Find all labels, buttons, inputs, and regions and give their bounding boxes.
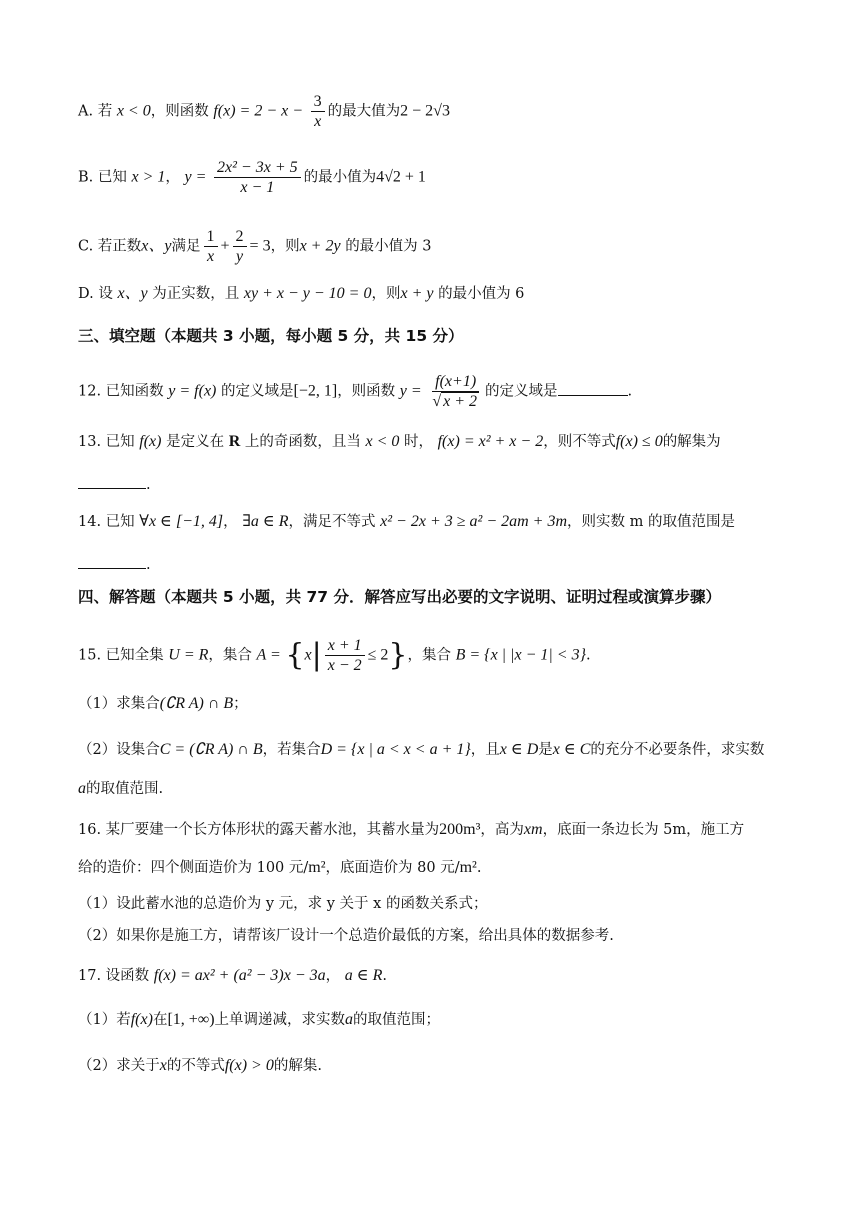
brace-right: } xyxy=(388,637,408,673)
text: . xyxy=(382,968,387,984)
text: ，则实数 m 的取值范围是 xyxy=(567,514,735,530)
section-4-heading: 四、解答题（本题共 5 小题，共 77 分．解答应写出必要的文字说明、证明过程或演算步骤） xyxy=(78,588,721,606)
option-c-fraction-1 xyxy=(204,227,218,266)
text: B = {x | |x − 1| < 3} xyxy=(455,646,586,664)
text: x xyxy=(206,248,215,265)
text: [1, +∞) xyxy=(167,1011,215,1028)
numerator: 2x² − 3x + 5 xyxy=(214,158,301,178)
text: 的定义域是 xyxy=(485,383,558,400)
text: 的最大值为 xyxy=(327,103,401,120)
text: ∀x ∈ [−1, 4] xyxy=(139,513,224,530)
text: x ∈ D xyxy=(499,741,539,758)
text: xm xyxy=(523,821,543,838)
text: ， xyxy=(223,514,238,530)
denominator: x xyxy=(314,113,322,130)
option-a-condition: x < 0 xyxy=(116,102,151,120)
question-14-answer-line xyxy=(78,554,151,575)
text: . xyxy=(146,477,151,493)
text: ，则不等式 xyxy=(543,434,616,450)
text: 1 xyxy=(204,227,218,247)
text: （2）求关于 xyxy=(78,1058,160,1074)
text: m² xyxy=(459,859,477,876)
text: 为正实数，且 xyxy=(152,286,240,302)
text: 的最小值为 xyxy=(303,169,377,186)
text: x + 1 xyxy=(325,636,365,656)
text: ，则函数 xyxy=(337,383,396,400)
text: f(x) xyxy=(130,1011,153,1028)
text: ，则 xyxy=(270,238,300,255)
text: 给的造价：四个侧面造价为 100 元/ xyxy=(78,860,309,876)
text: 的解集为 xyxy=(662,434,721,450)
denominator: x − 1 xyxy=(240,179,275,196)
option-b-fraction xyxy=(214,158,301,197)
text: x² − 2x + 3 ≥ a² − 2am + 3m xyxy=(380,513,568,530)
text: a xyxy=(78,780,86,797)
text: x − 2 xyxy=(327,657,362,674)
text: 12. 已知函数 xyxy=(78,383,164,400)
text: x + y xyxy=(400,285,434,302)
text: A = xyxy=(256,646,281,664)
question-15-fraction xyxy=(325,636,365,675)
text: 的最小值为 6 xyxy=(438,286,525,302)
option-a-function: f(x) = 2 − x − xyxy=(213,102,304,120)
text: 16. 某厂要建一个长方体形状的露天蓄水池，其蓄水量为 xyxy=(78,822,440,838)
text: y xyxy=(235,248,244,265)
text: C. 若正数 xyxy=(78,238,142,255)
text: (∁R A) ∩ B xyxy=(159,695,234,712)
text: U = R xyxy=(168,646,209,664)
question-15-part-2 xyxy=(78,740,764,760)
text: 200m³ xyxy=(439,821,481,838)
answer-blank-14[interactable] xyxy=(78,554,146,569)
option-a-prefix: A. 若 xyxy=(78,103,113,120)
text: B. 已知 xyxy=(78,169,127,186)
text: x + 2y xyxy=(299,237,341,255)
text: ，底面造价为 80 元/ xyxy=(325,860,460,876)
text: 13. 已知 xyxy=(78,434,135,450)
text: ； xyxy=(233,696,248,712)
option-b xyxy=(78,158,426,197)
text: 的最小值为 3 xyxy=(345,238,432,255)
question-17-part-2 xyxy=(78,1056,322,1076)
text: ，集合 xyxy=(208,647,252,664)
text: 是 xyxy=(538,742,553,758)
question-14 xyxy=(78,512,735,532)
text: 的解集. xyxy=(273,1058,322,1074)
question-16-cont xyxy=(78,858,481,878)
text: 在 xyxy=(152,1012,168,1028)
question-15-part-1 xyxy=(78,694,248,714)
text: 是定义在 xyxy=(166,434,225,450)
text: . xyxy=(585,647,591,664)
text: 的取值范围. xyxy=(86,781,164,797)
text: ，则 xyxy=(371,286,401,302)
text: = 3 xyxy=(249,237,271,255)
question-12-fraction xyxy=(429,372,482,411)
text: x、y xyxy=(141,237,172,255)
text: y = xyxy=(184,168,207,186)
text: y = xyxy=(399,382,422,400)
text: x、y xyxy=(117,285,148,302)
text: （2）设集合 xyxy=(78,742,160,758)
text: ，则函数 xyxy=(150,103,209,120)
question-13-answer-line xyxy=(78,474,151,495)
option-b-condition: x > 1 xyxy=(131,168,166,186)
text: ，若集合 xyxy=(262,742,321,758)
option-c: C. 若正数x、y满足 $\frac{1}{x}$ + $\frac{2}{y}$ = 3，则x + 2y 的最小值为 3 xyxy=(78,228,432,265)
text: [−2, 1] xyxy=(293,382,338,400)
brace-left: { xyxy=(285,637,305,673)
text: x < 0 xyxy=(365,433,400,450)
text: 2 xyxy=(233,227,247,247)
text: . xyxy=(627,383,633,400)
text: ≤ 2 xyxy=(367,646,389,664)
text: √ x + 2 xyxy=(432,393,477,410)
text: ，且 xyxy=(470,742,500,758)
text: f(x) > 0 xyxy=(224,1057,274,1074)
text: 的充分不必要条件，求实数 xyxy=(590,742,765,758)
text: 15. 已知全集 xyxy=(78,647,164,664)
bar: | xyxy=(311,637,322,673)
option-d xyxy=(78,284,524,304)
text: ∃a ∈ R xyxy=(242,513,289,530)
text: a ∈ R xyxy=(344,967,383,984)
text: f(x) = x² + x − 2 xyxy=(437,433,544,450)
question-16-part-1: （1）设此蓄水池的总造价为 y 元，求 y 关于 x 的函数关系式； xyxy=(78,896,488,912)
question-15-part-2-cont xyxy=(78,779,163,799)
text: ， xyxy=(325,968,341,984)
text: ， xyxy=(165,169,180,186)
text: （1）若 xyxy=(78,1012,131,1028)
text: x + 2 xyxy=(443,393,477,410)
text: f(x) ≤ 0 xyxy=(615,433,663,450)
text: 的定义域是 xyxy=(221,383,294,400)
text: f(x+1) xyxy=(432,372,479,392)
text: m² xyxy=(308,859,326,876)
question-16-part-2: （2）如果你是施工方，请帮该厂设计一个总造价最低的方案，给出具体的数据参考. xyxy=(78,928,614,944)
text: a xyxy=(345,1011,354,1028)
text: . xyxy=(476,860,482,876)
text: x xyxy=(159,1057,167,1074)
text: . xyxy=(146,557,151,573)
text: ，高为 xyxy=(480,822,524,838)
numerator: 3 xyxy=(311,92,325,112)
option-b-value: 4√2 + 1 xyxy=(376,168,426,186)
question-16 xyxy=(78,820,744,840)
text: x xyxy=(304,646,312,664)
option-c-fraction-2 xyxy=(233,227,247,266)
text: （1）求集合 xyxy=(78,696,160,712)
question-17-part-1 xyxy=(78,1010,440,1030)
text: 的不等式 xyxy=(166,1058,225,1074)
text: y = f(x) xyxy=(168,382,217,400)
section-3-heading: 三、填空题（本题共 3 小题，每小题 5 分，共 15 分） xyxy=(78,327,464,345)
question-17 xyxy=(78,966,387,986)
question-13 xyxy=(78,432,721,452)
text: C = (∁R A) ∩ B xyxy=(159,741,263,758)
text: f(x) xyxy=(139,433,162,450)
option-a xyxy=(78,92,450,131)
question-12 xyxy=(78,372,632,411)
option-a-fraction xyxy=(311,92,325,131)
text: 满足 xyxy=(171,238,201,255)
text: 上的奇函数，且当 xyxy=(244,434,361,450)
text: xy + x − y − 10 = 0 xyxy=(243,285,372,302)
text: x ∈ C xyxy=(552,741,591,758)
text: f(x) = ax² + (a² − 3)x − 3a xyxy=(153,967,326,984)
text: ，底面一条边长为 5m，施工方 xyxy=(542,822,745,838)
question-15 xyxy=(78,636,591,675)
text: 14. 已知 xyxy=(78,514,135,530)
text: 17. 设函数 xyxy=(78,968,150,984)
option-a-value: 2 − 2√3 xyxy=(400,102,450,120)
text: 上单调递减，求实数 xyxy=(214,1012,346,1028)
answer-blank-12[interactable] xyxy=(558,381,628,396)
text: D. 设 xyxy=(78,286,113,302)
text: ，集合 xyxy=(407,647,451,664)
text: R xyxy=(228,433,241,450)
text: 的取值范围； xyxy=(353,1012,441,1028)
answer-blank-13[interactable] xyxy=(78,474,146,489)
text: D = {x | a < x < a + 1} xyxy=(320,741,471,758)
text: ，满足不等式 xyxy=(288,514,376,530)
text: 时， xyxy=(404,434,433,450)
